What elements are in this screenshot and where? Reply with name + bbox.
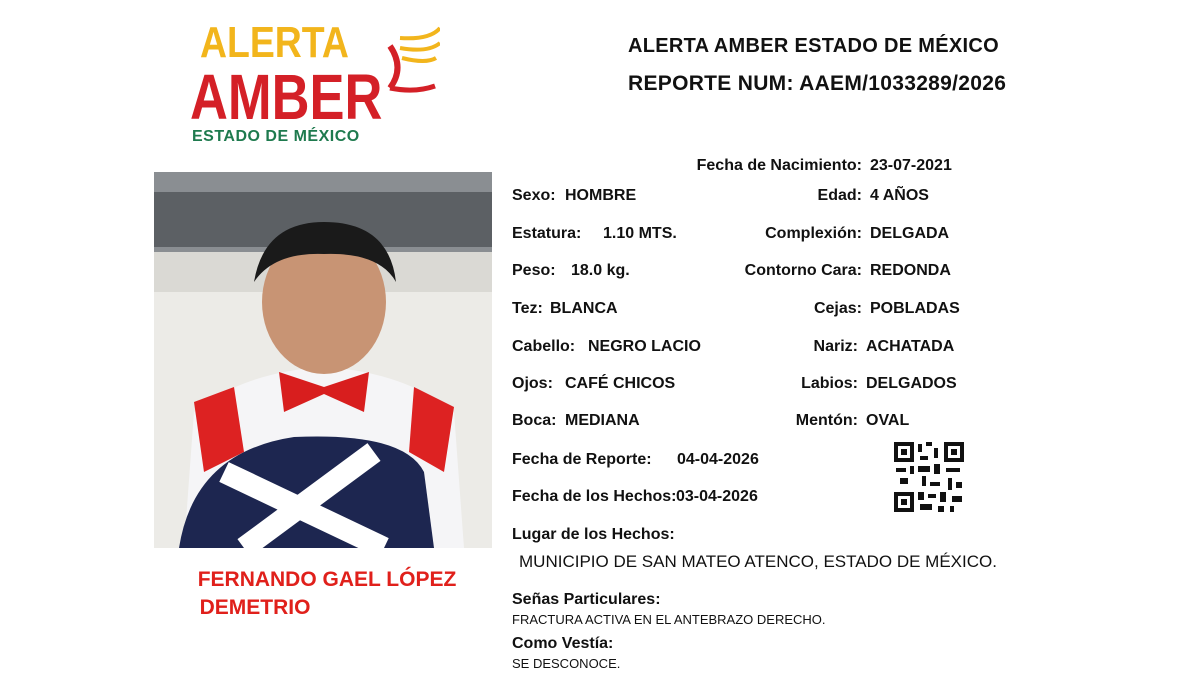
mouth-label: Boca:	[512, 412, 557, 429]
qr-code-icon	[894, 442, 964, 512]
build-label: Complexión:	[765, 225, 862, 242]
birth-label: Fecha de Nacimiento:	[696, 157, 862, 174]
skin-label: Tez:	[512, 300, 543, 317]
alerta-amber-logo	[190, 18, 440, 148]
alert-title: ALERTA AMBER ESTADO DE MÉXICO	[628, 35, 999, 57]
child-name-line1: FERNANDO GAEL LÓPEZ	[197, 568, 457, 591]
place-label: Lugar de los Hechos:	[512, 526, 675, 543]
weight-value: 18.0 kg.	[571, 262, 630, 279]
marks-label: Señas Particulares:	[512, 591, 661, 608]
height-value: 1.10 MTS.	[603, 225, 677, 242]
chin-label: Mentón:	[795, 412, 858, 429]
hair-label: Cabello:	[512, 338, 576, 355]
clothes-label: Como Vestía:	[512, 635, 614, 652]
weight-label: Peso:	[512, 262, 556, 279]
report-date-label: Fecha de Reporte:	[512, 451, 652, 468]
mouth-value: MEDIANA	[565, 412, 640, 429]
event-date-value: 03-04-2026	[676, 488, 758, 505]
age-value: 4 AÑOS	[870, 187, 929, 204]
child-name-line2: DEMETRIO	[199, 596, 311, 619]
logo-estado: ESTADO DE MÉXICO	[192, 128, 360, 145]
nose-value: ACHATADA	[866, 338, 955, 355]
report-number: REPORTE NUM: AAEM/1033289/2026	[628, 72, 1007, 95]
eyes-label: Ojos:	[512, 375, 553, 392]
birth-value: 23-07-2021	[870, 157, 952, 174]
place-value: MUNICIPIO DE SAN MATEO ATENCO, ESTADO DE MÉXICO.	[519, 552, 997, 571]
report-date-value: 04-04-2026	[677, 451, 759, 468]
brows-value: POBLADAS	[870, 300, 960, 317]
lips-value: DELGADOS	[866, 375, 957, 392]
chin-value: OVAL	[866, 412, 910, 429]
lips-label: Labios:	[801, 375, 858, 392]
nose-label: Nariz:	[813, 338, 858, 355]
child-photo	[154, 172, 492, 548]
build-value: DELGADA	[870, 225, 950, 242]
marks-value: FRACTURA ACTIVA EN EL ANTEBRAZO DERECHO.	[512, 612, 826, 627]
sex-value: HOMBRE	[565, 187, 637, 204]
face-value: REDONDA	[870, 262, 951, 279]
eyes-value: CAFÉ CHICOS	[565, 375, 676, 392]
age-label: Edad:	[817, 187, 862, 204]
skin-value: BLANCA	[550, 300, 618, 317]
logo-alerta: ALERTA	[200, 18, 349, 67]
qr-code[interactable]	[894, 442, 964, 512]
event-date-label: Fecha de los Hechos:	[512, 488, 677, 505]
logo-amber: AMBER	[190, 61, 383, 133]
clothes-value: SE DESCONOCE.	[512, 656, 621, 671]
brows-label: Cejas:	[813, 300, 862, 317]
sex-label: Sexo:	[512, 187, 556, 204]
face-label: Contorno Cara:	[744, 262, 862, 279]
height-label: Estatura:	[512, 225, 582, 242]
hair-value: NEGRO LACIO	[588, 338, 701, 355]
